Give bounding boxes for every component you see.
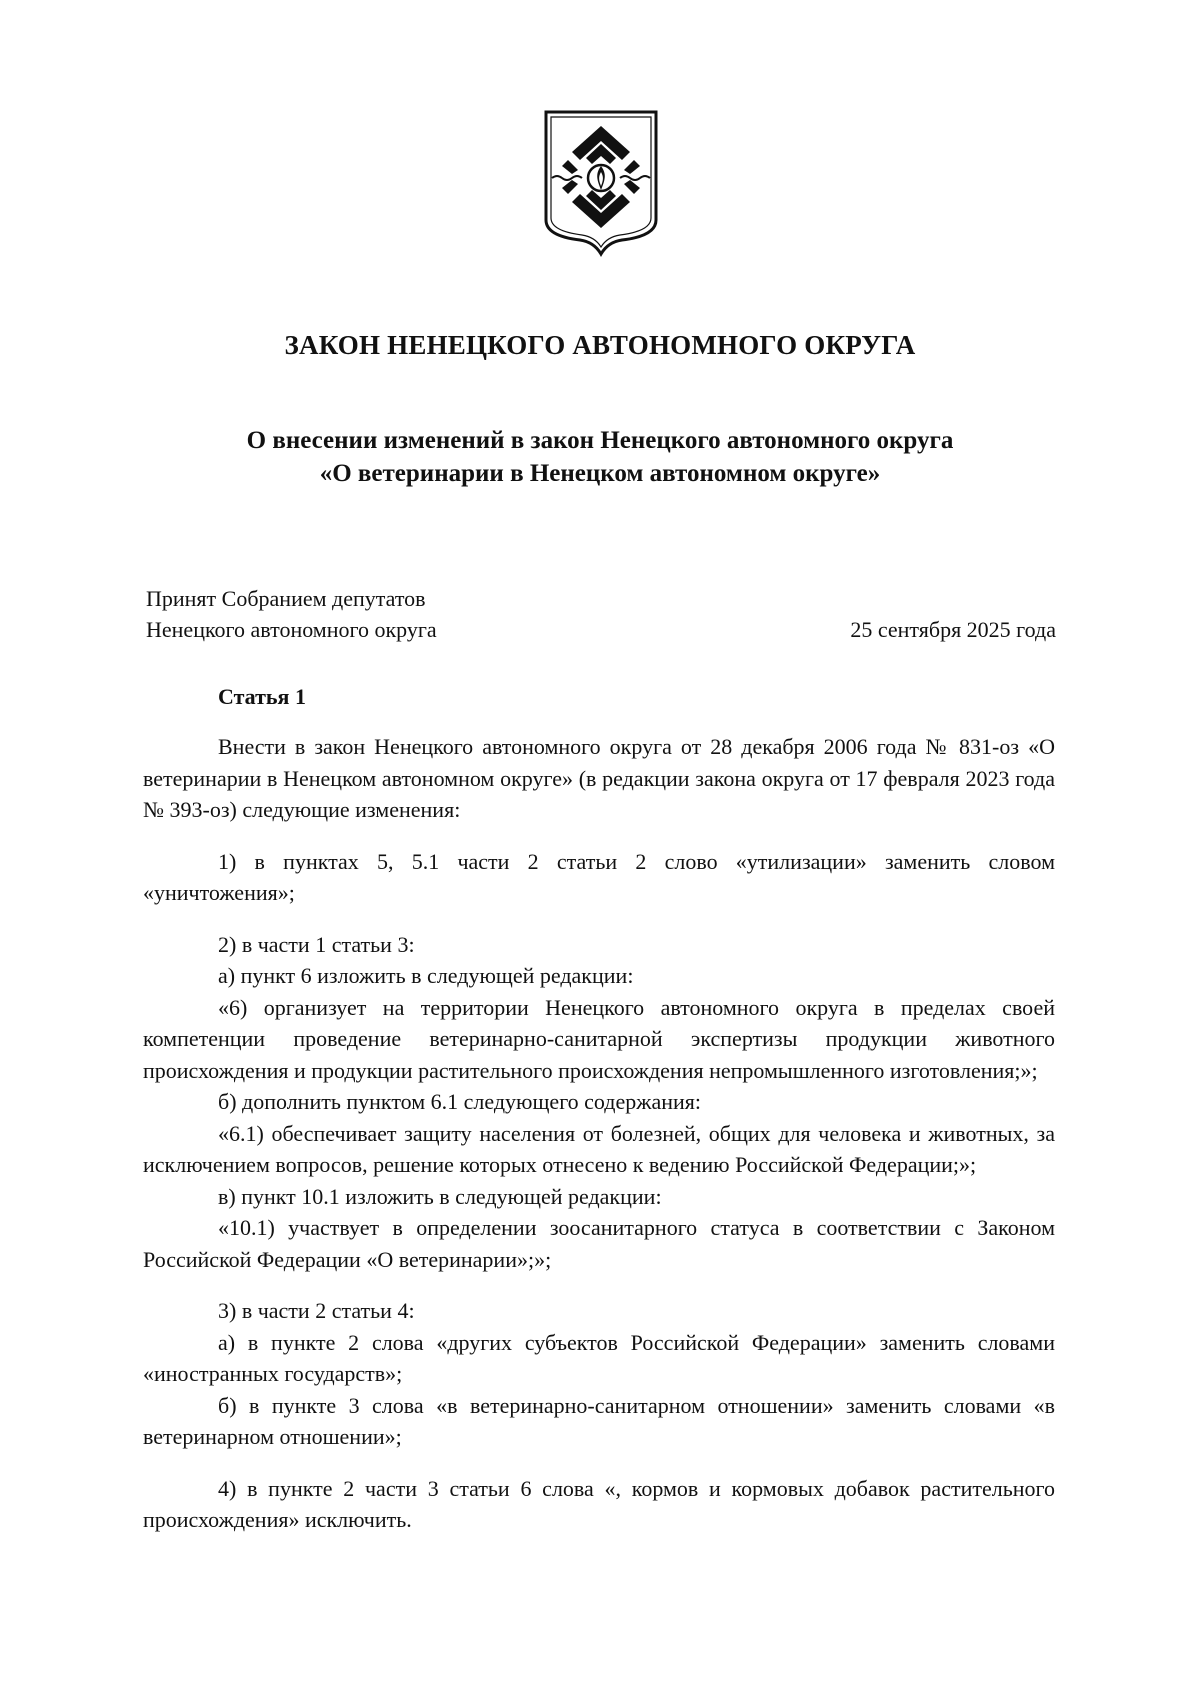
article-heading: Статья 1 <box>218 684 306 709</box>
adoption-line-1: Принят Собранием депутатов <box>146 586 426 611</box>
adoption-date: 25 сентября 2025 года <box>850 617 1056 642</box>
subtitle-line-1: О внесении изменений в закон Ненецкого автономного округа <box>246 427 954 454</box>
paragraph: б) в пункте 3 слова «в ветеринарно-санитарном отношении» заменить словами «в ветеринарном отношении»; <box>143 1392 1055 1449</box>
paragraph: 1) в пунктах 5, 5.1 части 2 статьи 2 слово «утилизации» заменить словом «уничтожения»; <box>143 848 1055 905</box>
paragraph: «6) организует на территории Ненецкого автономного округа в пределах своей компетенции проведение ветеринарно-санитарной экспертизы продукции животного происхождения и продукции растительного происхождения непромышленного изготовления;»; <box>143 994 1055 1083</box>
paragraph: «10.1) участвует в определении зоосанитарного статуса в соответствии с Законом Российской Федерации «О ветеринарии»;»; <box>143 1215 1055 1272</box>
subtitle-line-2: «О ветеринарии в Ненецком автономном округе» <box>319 460 881 487</box>
law-title: ЗАКОН НЕНЕЦКОГО АВТОНОМНОГО ОКРУГА <box>284 330 916 360</box>
adoption-line-2: Ненецкого автономного округа <box>146 617 437 642</box>
paragraph: 4) в пункте 2 части 3 статьи 6 слова «, кормов и кормовых добавок растительного происхождения» исключить. <box>143 1475 1055 1532</box>
paragraph: в) пункт 10.1 изложить в следующей редакции: <box>218 1183 662 1209</box>
paragraph: 2) в части 1 статьи 3: <box>218 931 415 957</box>
paragraph: а) в пункте 2 слова «других субъектов Российской Федерации» заменить словами «иностранных государств»; <box>143 1329 1055 1386</box>
paragraph: Внести в закон Ненецкого автономного округа от 28 декабря 2006 года № 831-оз «О ветеринарии в Ненецком автономном округе» (в редакции закона округа от 17 февраля 2023 года № 393-оз) следующие изменения: <box>143 734 1055 822</box>
paragraph: 3) в части 2 статьи 4: <box>218 1298 415 1323</box>
adoption-statement <box>146 583 437 645</box>
article-body <box>143 731 1055 1536</box>
law-subtitle <box>0 424 1200 490</box>
paragraph: б) дополнить пунктом 6.1 следующего содержания: <box>218 1089 702 1114</box>
paragraph: «6.1) обеспечивает защиту населения от болезней, общих для человека и животных, за исключением вопросов, решение которых отнесено к ведению Российской Федерации;»; <box>143 1120 1055 1177</box>
paragraph: а) пункт 6 изложить в следующей редакции: <box>218 963 634 988</box>
nenets-coat-of-arms-icon <box>542 108 660 258</box>
